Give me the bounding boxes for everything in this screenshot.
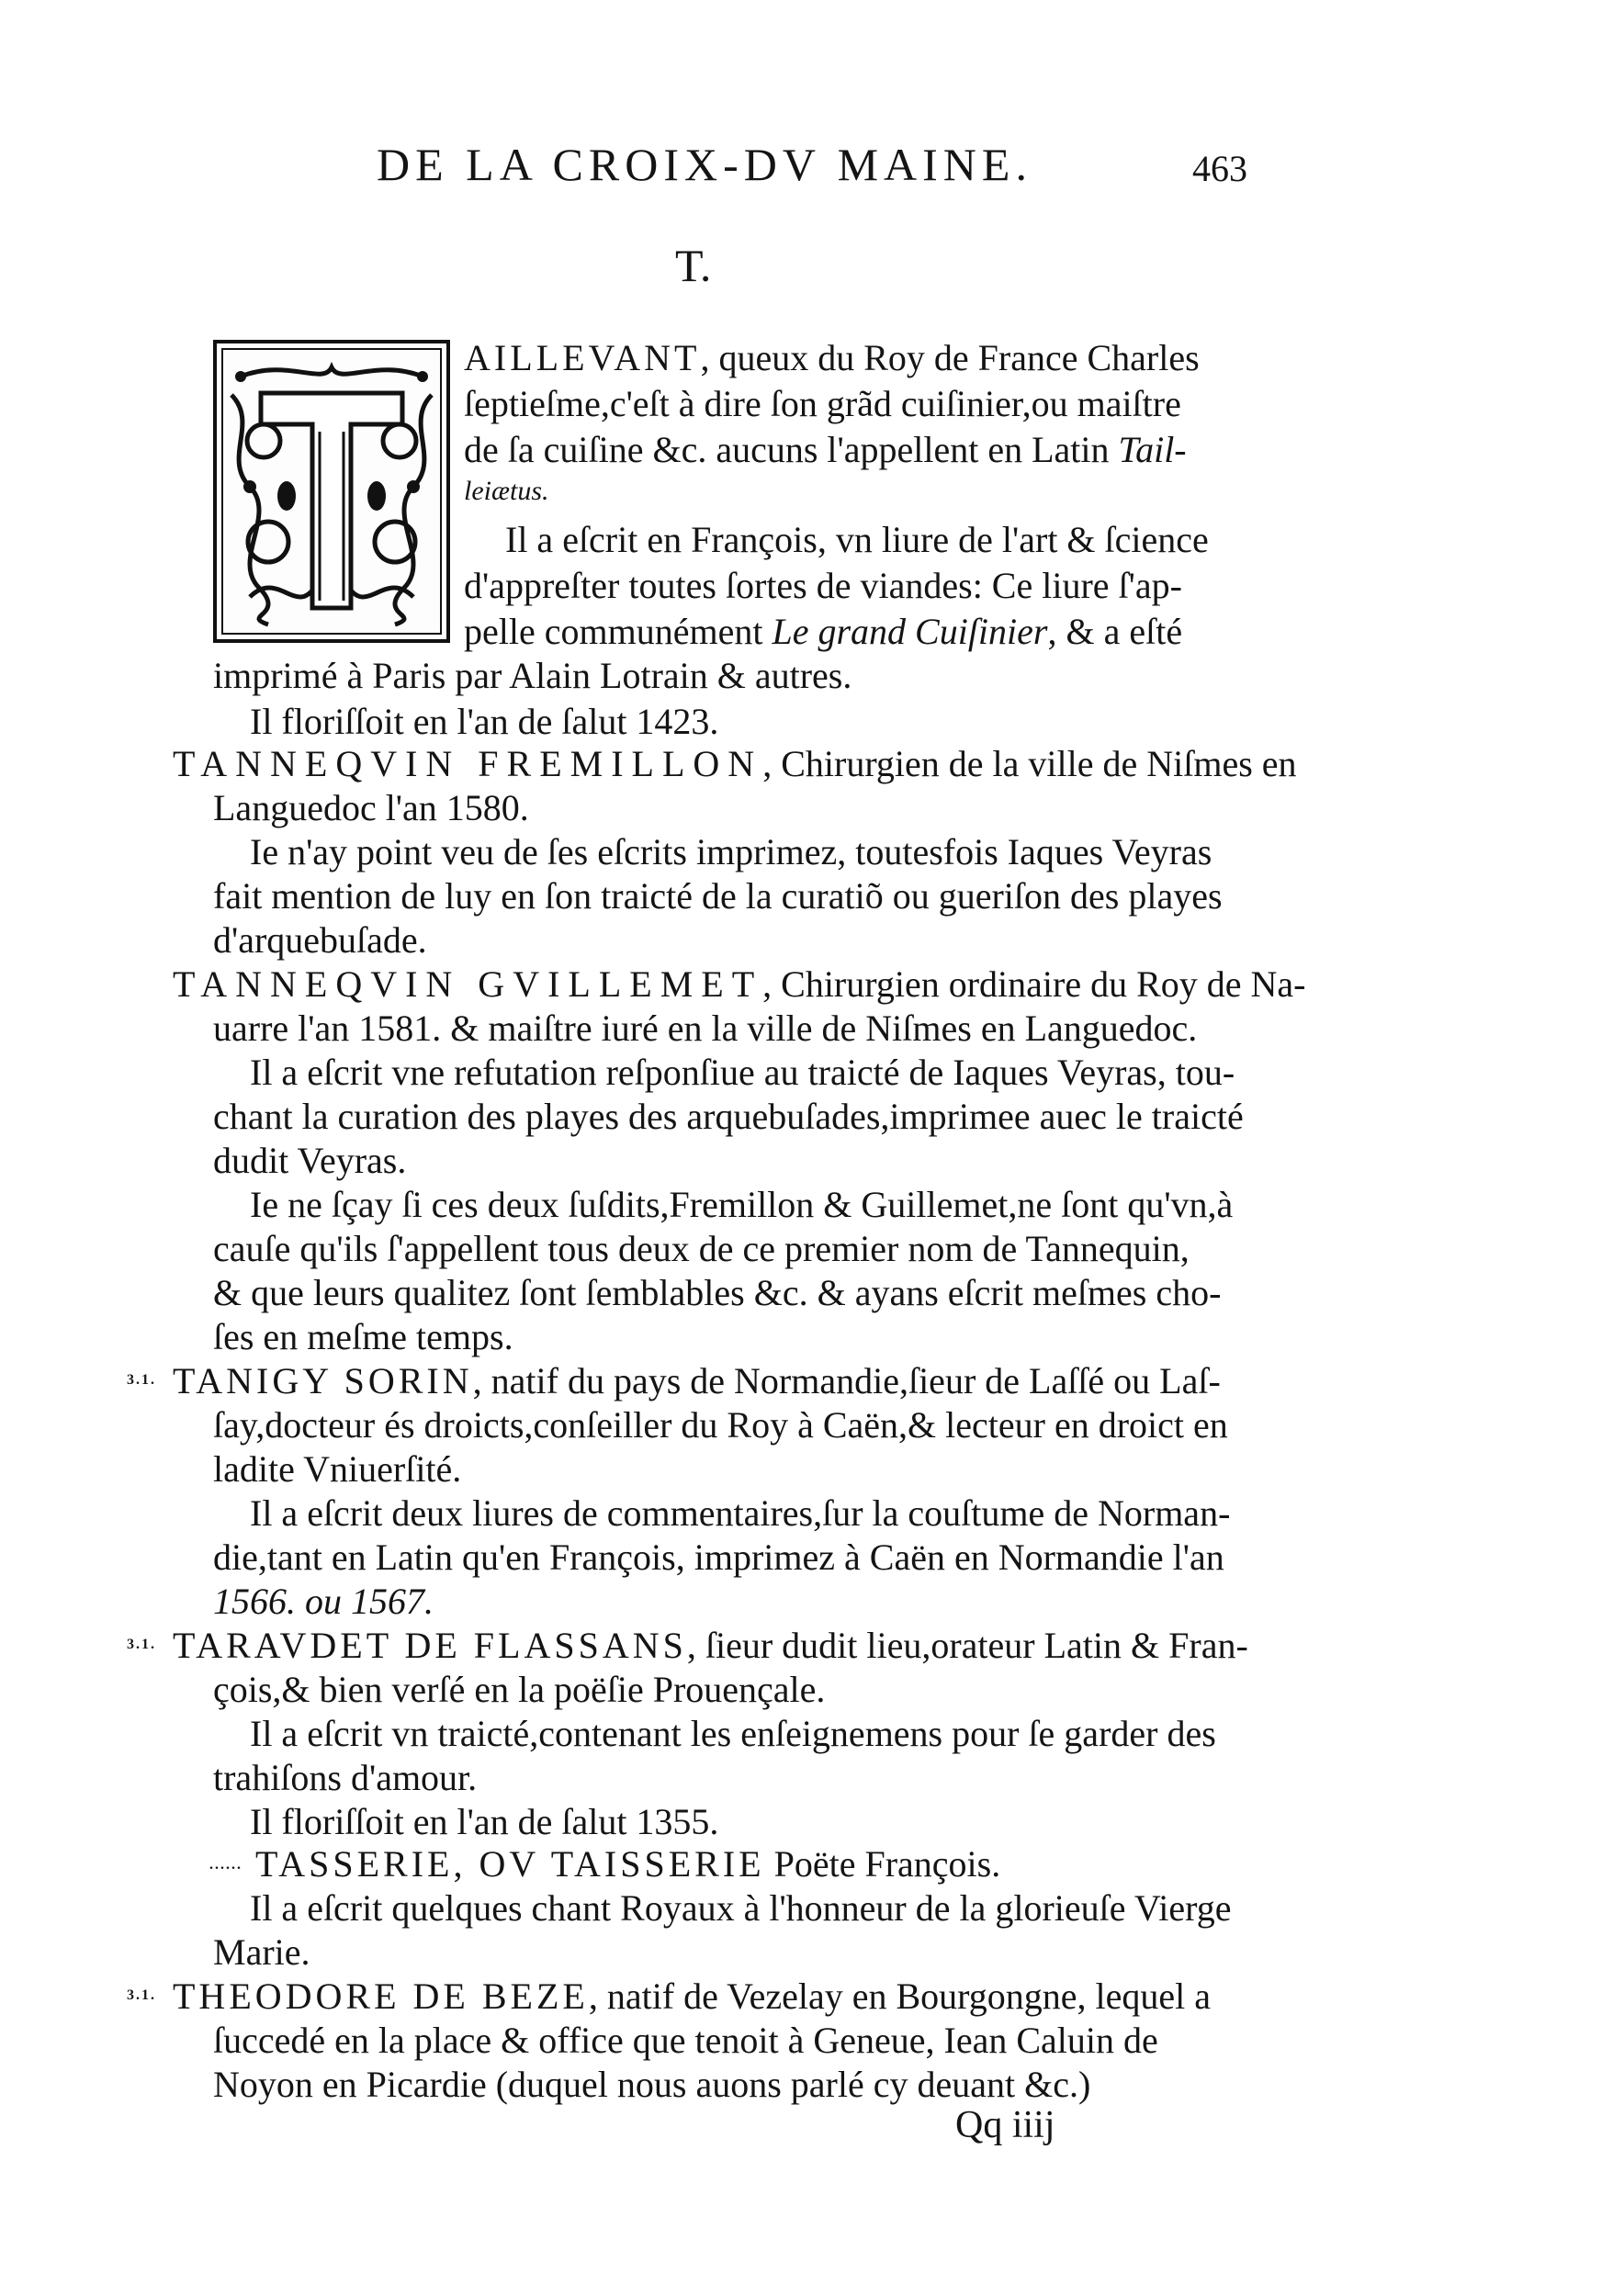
entry-line: pelle communément Le grand Cuiſinier, & a eſté bbox=[464, 611, 1183, 652]
ornamental-initial-T bbox=[213, 340, 450, 643]
entry-line: TANIGY SORIN, natif du pays de Normandie,ſieur de Laſſé ou Laſ- bbox=[173, 1360, 1221, 1401]
entry-name: TANIGY SORIN bbox=[173, 1360, 473, 1401]
margin-mark: 3.1. bbox=[127, 1987, 156, 2003]
entry-line: çois,& bien verſé en la poëſie Prouençale. bbox=[213, 1669, 826, 1710]
entry-name: AILLEVANT bbox=[464, 337, 701, 378]
entry-line: dudit Veyras. bbox=[213, 1140, 407, 1181]
entry-line: d'arquebuſade. bbox=[213, 919, 427, 961]
running-head: DE LA CROIX-DV MAINE. bbox=[377, 139, 1032, 190]
margin-mark: ...... bbox=[209, 1857, 242, 1873]
entry-line: imprimé à Paris par Alain Lotrain & autres. bbox=[213, 655, 852, 696]
entry-name: TANNEQVIN GVILLEMET bbox=[173, 963, 763, 1005]
entry-line: TARAVDET DE FLASSANS, ſieur dudit lieu,orateur Latin & Fran- bbox=[173, 1625, 1248, 1666]
entry-name: TARAVDET DE FLASSANS bbox=[173, 1625, 687, 1666]
entry-line: Il a eſcrit quelques chant Royaux à l'honneur de la glorieuſe Vierge bbox=[250, 1887, 1232, 1929]
entry-line: TANNEQVIN FREMILLON, Chirurgien de la ville de Niſmes en bbox=[173, 743, 1297, 784]
entry-line: ſay,docteur és droicts,conſeiller du Roy à Caën,& lecteur en droict en bbox=[213, 1404, 1228, 1446]
entry-line: de ſa cuiſine &c. aucuns l'appellent en Latin Tail- bbox=[464, 429, 1187, 470]
entry-name: TASSERIE, OV TAISSERIE bbox=[255, 1843, 765, 1885]
entry-line: fait mention de luy en ſon traicté de la curatiõ ou gueriſon des playes bbox=[213, 875, 1223, 917]
book-title: Le grand Cuiſinier bbox=[772, 611, 1048, 652]
entry-line: ſuccedé en la place & office que tenoit à Geneue, Iean Caluin de bbox=[213, 2020, 1158, 2061]
entry-line: Languedoc l'an 1580. bbox=[213, 787, 529, 828]
entry-line: Ie n'ay point veu de ſes eſcrits imprimez, toutesfois Iaques Veyras bbox=[250, 831, 1212, 872]
entry-line: Il a eſcrit deux liures de commentaires,ſur la couſtume de Norman- bbox=[250, 1492, 1231, 1534]
entry-line: ſeptieſme,c'eſt à dire ſon grãd cuiſinier,ou maiſtre bbox=[464, 383, 1181, 424]
section-letter: T. bbox=[675, 240, 712, 291]
entry-line: uarre l'an 1581. & maiſtre iuré en la ville de Niſmes en Languedoc. bbox=[213, 1007, 1198, 1049]
entry-line: chant la curation des playes des arquebuſades,imprimee auec le traicté bbox=[213, 1096, 1244, 1137]
entry-line: THEODORE DE BEZE, natif de Vezelay en Bourgongne, lequel a bbox=[173, 1975, 1212, 2017]
entry-line: TANNEQVIN GVILLEMET, Chirurgien ordinaire du Roy de Na- bbox=[173, 963, 1306, 1005]
entry-line: & que leurs qualitez ſont ſemblables &c. & ayans eſcrit meſmes cho- bbox=[213, 1272, 1222, 1313]
entry-line: Noyon en Picardie (duquel nous auons parlé cy deuant &c.) bbox=[213, 2064, 1091, 2105]
page-number: 463 bbox=[1192, 148, 1247, 189]
entry-line bbox=[464, 478, 549, 505]
entry-line: ſes en meſme temps. bbox=[213, 1316, 513, 1357]
entry-line: Il floriſſoit en l'an de ſalut 1355. bbox=[250, 1801, 719, 1842]
entry-line: trahiſons d'amour. bbox=[213, 1757, 478, 1798]
margin-mark: 3.1. bbox=[127, 1637, 156, 1652]
entry-name: TANNEQVIN FREMILLON bbox=[173, 743, 763, 784]
entry-line: d'appreſter toutes ſortes de viandes: Ce liure ſ'ap- bbox=[464, 565, 1182, 606]
latin-name: leiætus. bbox=[464, 476, 549, 506]
entry-line: cauſe qu'ils ſ'appellent tous deux de ce premier nom de Tannequin, bbox=[213, 1228, 1190, 1269]
margin-mark: 3.1. bbox=[127, 1372, 156, 1388]
entry-line: 1566. ou 1567. bbox=[213, 1581, 434, 1622]
entry-line: Il a eſcrit en François, vn liure de l'art & ſcience bbox=[505, 519, 1209, 560]
entry-line: TASSERIE, OV TAISSERIE Poëte François. bbox=[255, 1843, 1001, 1885]
entry-line: Ie ne ſçay ſi ces deux ſuſdits,Fremillon & Guillemet,ne ſont qu'vn,à bbox=[250, 1184, 1234, 1225]
latin-name: Tail- bbox=[1118, 429, 1187, 470]
entry-line: AILLEVANT, queux du Roy de France Charles bbox=[464, 337, 1200, 378]
entry-line: Il a eſcrit vn traicté,contenant les enſeignemens pour ſe garder des bbox=[250, 1713, 1216, 1754]
entry-line: ladite Vniuerſité. bbox=[213, 1448, 462, 1490]
signature-mark: Qq iiij bbox=[955, 2104, 1055, 2146]
entry-line: Il floriſſoit en l'an de ſalut 1423. bbox=[250, 701, 719, 742]
entry-name: THEODORE DE BEZE bbox=[173, 1975, 589, 2017]
entry-line: Marie. bbox=[213, 1931, 310, 1973]
entry-line: die,tant en Latin qu'en François, imprimez à Caën en Normandie l'an bbox=[213, 1536, 1224, 1578]
entry-line: Il a eſcrit vne refutation reſponſiue au traicté de Iaques Veyras, tou- bbox=[250, 1052, 1235, 1093]
